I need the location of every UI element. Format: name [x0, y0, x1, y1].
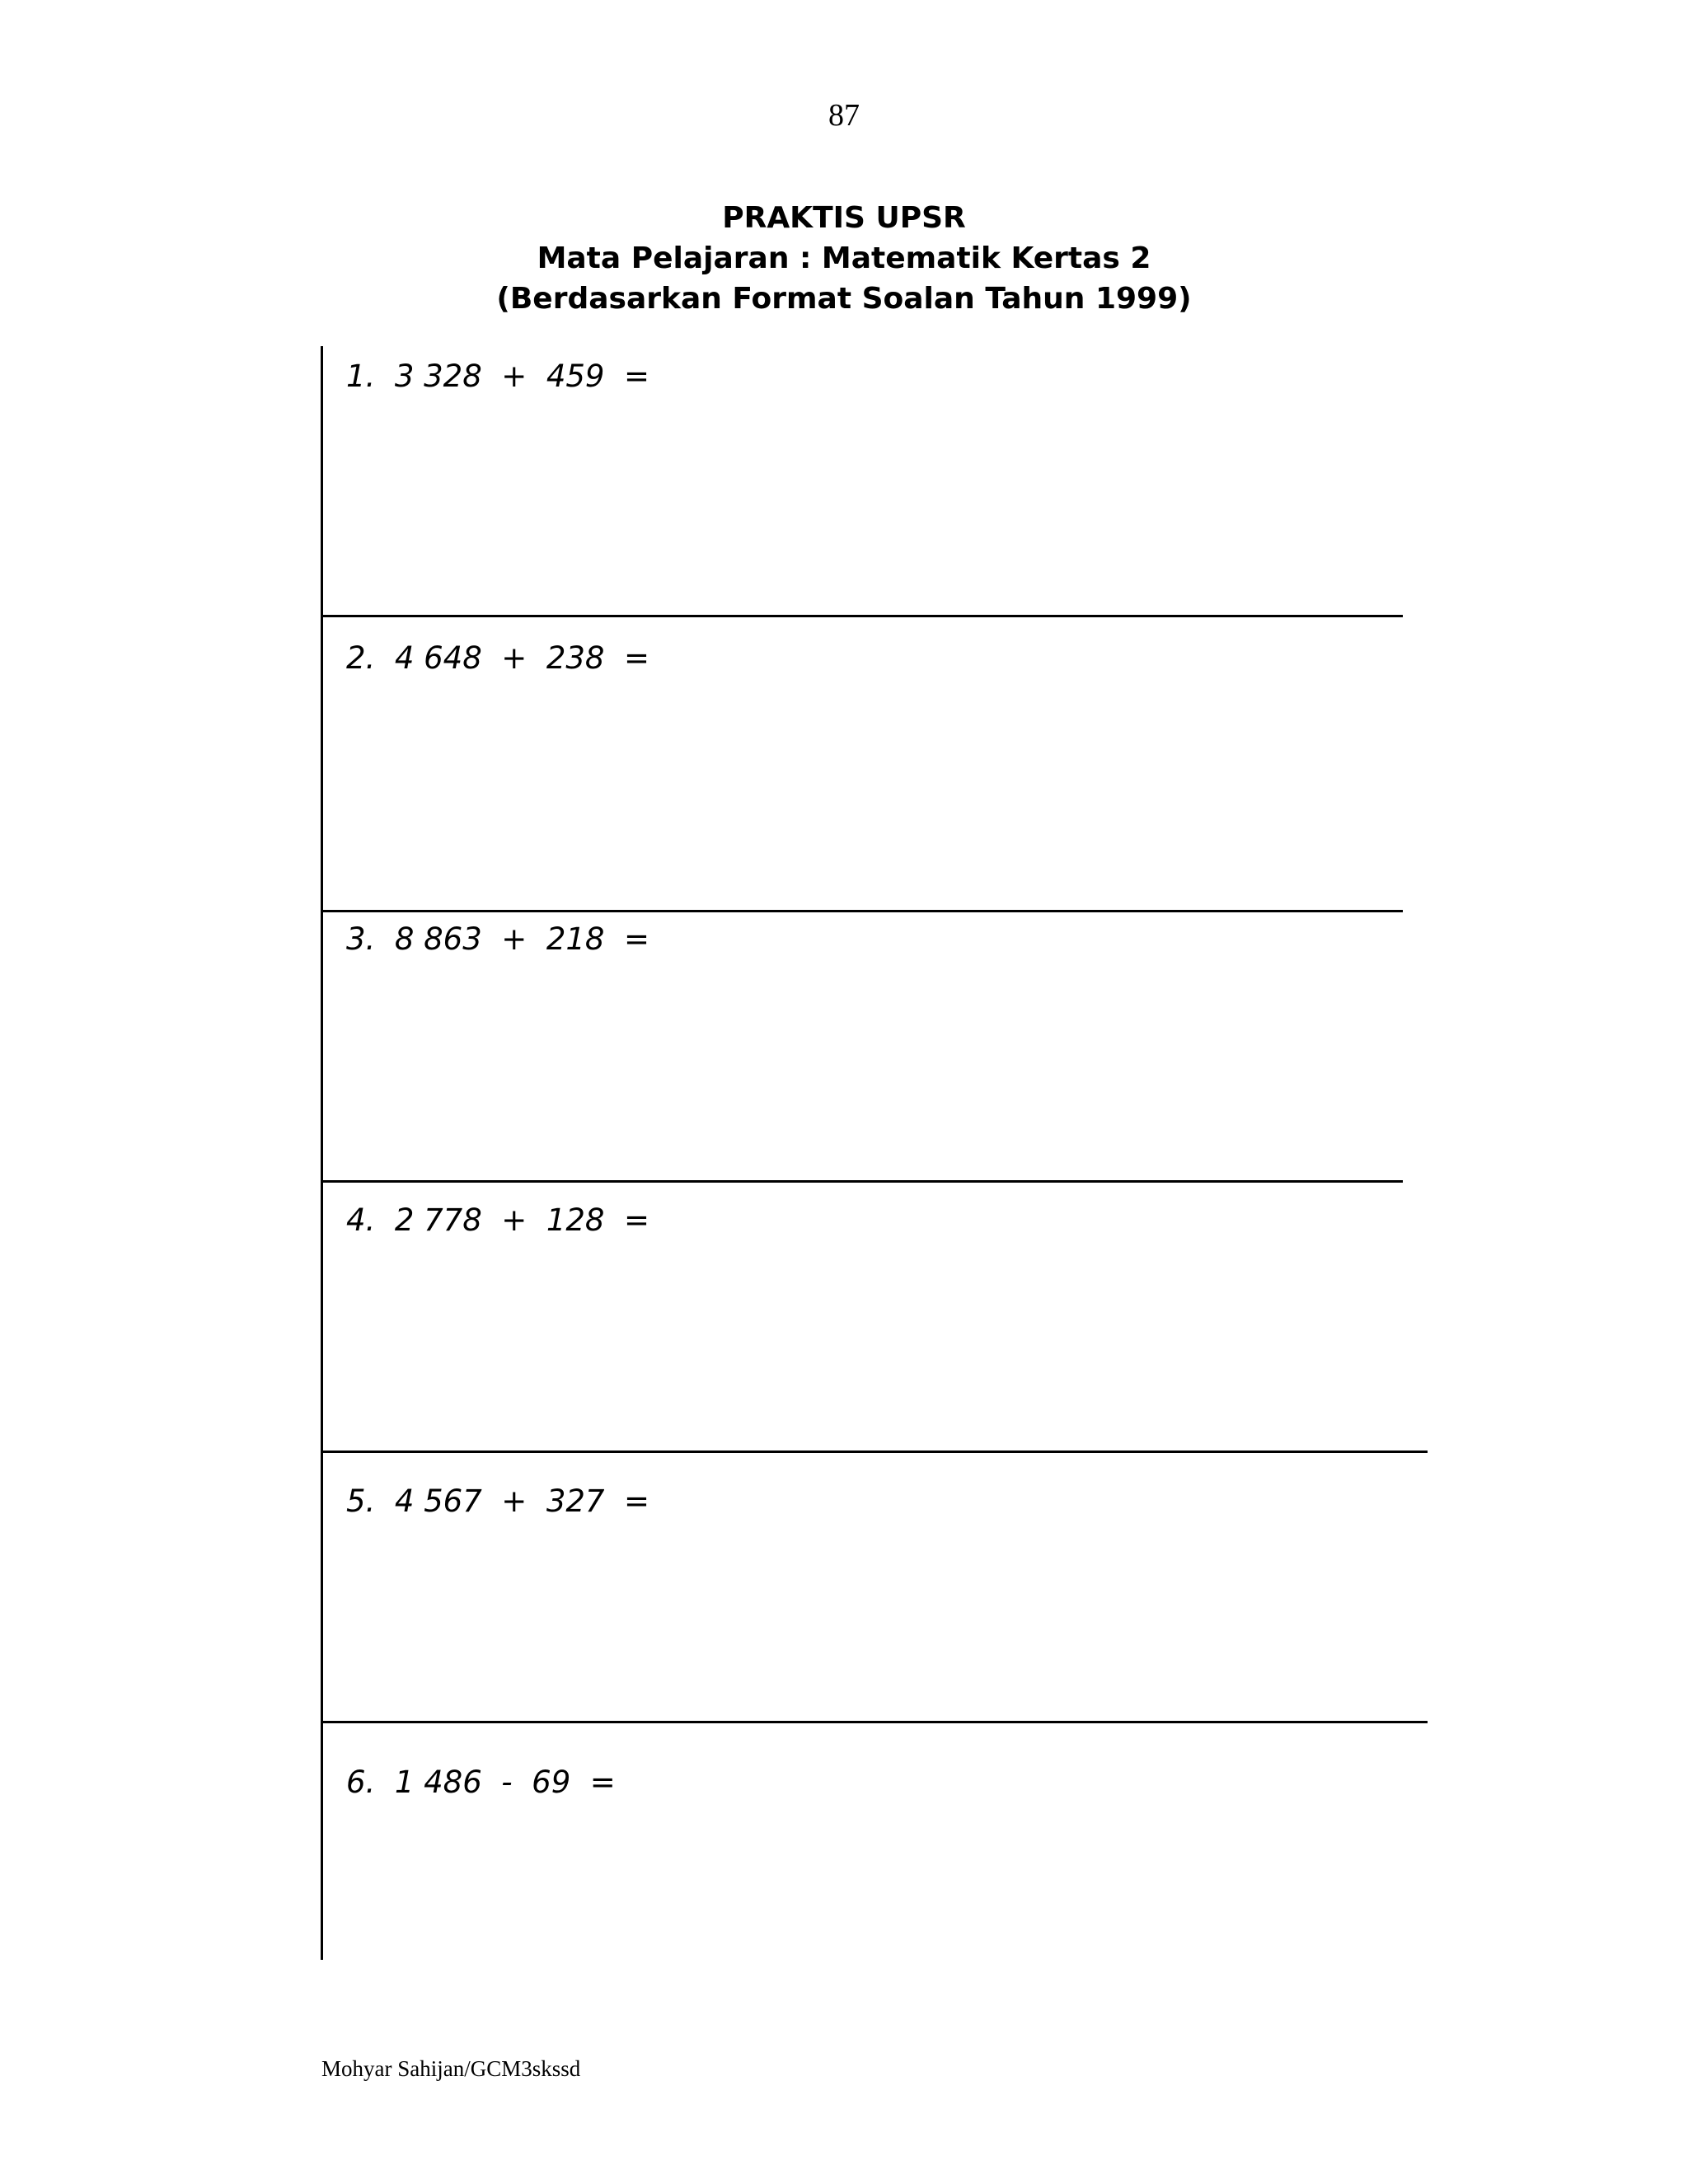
question-2 [346, 640, 649, 676]
question-6 [346, 1765, 616, 1800]
question-divider [321, 1721, 1428, 1723]
question-1 [346, 359, 649, 394]
header-subject: Mata Pelajaran : Matematik Kertas 2 [537, 241, 1151, 275]
question-expression: 4 567 + 327 = [394, 1483, 649, 1519]
question-divider [321, 910, 1403, 912]
question-4 [346, 1202, 649, 1238]
question-number: 6. [346, 1765, 376, 1800]
question-expression: 8 863 + 218 = [394, 921, 649, 957]
question-number: 1. [346, 359, 376, 394]
footer-author: Mohyar Sahijan/GCM3skssd [321, 2056, 581, 2081]
question-expression: 2 778 + 128 = [394, 1202, 649, 1238]
question-number: 5. [346, 1483, 376, 1519]
left-margin-line [321, 346, 323, 1960]
question-expression: 1 486 - 69 = [394, 1765, 616, 1800]
question-number: 2. [346, 640, 376, 676]
header-title: PRAKTIS UPSR [722, 201, 966, 235]
worksheet-header [0, 198, 1688, 319]
question-divider [321, 1180, 1403, 1183]
question-expression: 4 648 + 238 = [394, 640, 649, 676]
page-number: 87 [828, 98, 860, 133]
question-number: 3. [346, 921, 376, 957]
question-number: 4. [346, 1202, 376, 1238]
question-divider [321, 615, 1403, 617]
question-5 [346, 1483, 649, 1519]
header-format: (Berdasarkan Format Soalan Tahun 1999) [496, 282, 1192, 316]
question-expression: 3 328 + 459 = [394, 359, 649, 394]
question-divider [321, 1451, 1428, 1453]
question-3 [346, 921, 649, 957]
